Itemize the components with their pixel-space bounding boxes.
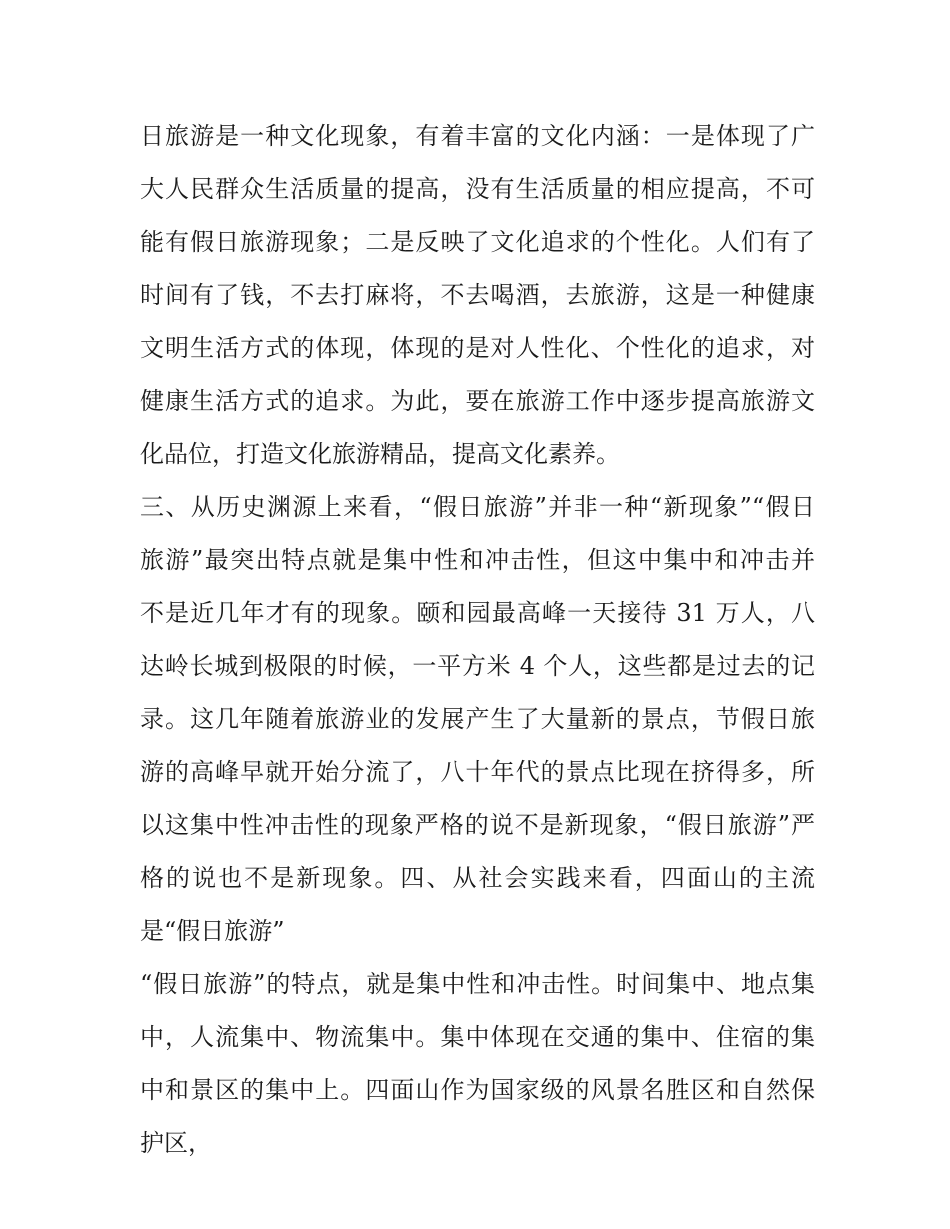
- text-line: 以这集中性冲击性的现象严格的说不是新现象，“假日旅游”严: [140, 811, 815, 839]
- text-line: 大人民群众生活质量的提高，没有生活质量的相应提高，不可: [140, 175, 815, 203]
- text-line: “假日旅游”的特点，就是集中性和冲击性。时间集中、地点集: [140, 970, 815, 998]
- text-line: 化品位，打造文化旅游精品，提高文化素养。: [140, 440, 620, 468]
- text-line: 录。这几年随着旅游业的发展产生了大量新的景点，节假日旅: [140, 705, 815, 733]
- text-line: 游的高峰早就开始分流了，八十年代的景点比现在挤得多，所: [140, 758, 815, 786]
- text-line: 护区，: [140, 1129, 212, 1157]
- text-line: 旅游”最突出特点就是集中性和冲击性，但这中集中和冲击并: [140, 546, 815, 574]
- text-line: 文明生活方式的体现，体现的是对人性化、个性化的追求，对: [140, 334, 815, 362]
- text-line: 中和景区的集中上。四面山作为国家级的风景名胜区和自然保: [140, 1076, 815, 1104]
- text-line: 是“假日旅游”: [140, 917, 285, 945]
- document-page: [140, 110, 815, 1170]
- text-line: 中，人流集中、物流集中。集中体现在交通的集中、住宿的集: [140, 1023, 815, 1051]
- text-line: 日旅游是一种文化现象，有着丰富的文化内涵：一是体现了广: [140, 122, 815, 150]
- text-line: 三、从历史渊源上来看，“假日旅游”并非一种“新现象”“假日: [140, 493, 815, 521]
- text-line: 时间有了钱，不去打麻将，不去喝酒，去旅游，这是一种健康: [140, 281, 815, 309]
- text-line: 健康生活方式的追求。为此，要在旅游工作中逐步提高旅游文: [140, 387, 815, 415]
- text-line: 不是近几年才有的现象。颐和园最高峰一天接待 31 万人，八: [140, 599, 815, 627]
- text-line: 达岭长城到极限的时候，一平方米 4 个人，这些都是过去的记: [140, 652, 815, 680]
- text-line: 格的说也不是新现象。四、从社会实践来看，四面山的主流: [140, 864, 815, 892]
- text-line: 能有假日旅游现象；二是反映了文化追求的个性化。人们有了: [140, 228, 815, 256]
